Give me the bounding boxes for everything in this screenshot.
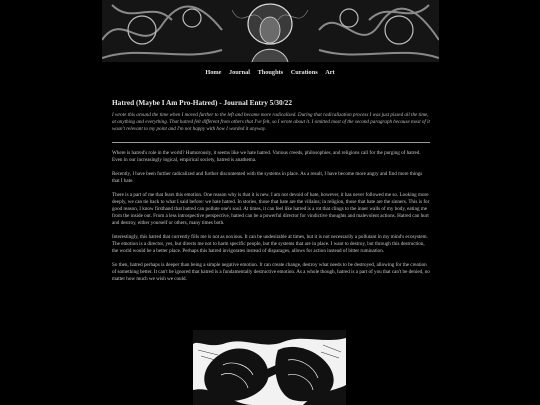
main-nav bbox=[0, 69, 540, 76]
nav-link-thoughts[interactable]: Thoughts bbox=[257, 69, 284, 76]
header-banner-image bbox=[102, 0, 439, 62]
post-paragraph: Where is hatred's role in the world? Humorously, it seems like we hate hatred. Various creeds, philosophies, and religions call for the purging of hatred. Even in our increasingly logical, empirical society, hatred is anathema. bbox=[112, 150, 421, 163]
post-paragraph: So then, hatred perhaps is deeper than being a simple negative emotion. It can create change, destroy what needs to be destroyed, allowing for the creation of something better. It can't be ignored that hatred is a fundamentally destructive emotion. As a whole though, hatred is a part of you that can't be denied, no matter how much we wish we could. bbox=[112, 262, 430, 282]
divider bbox=[112, 142, 430, 143]
nav-link-art[interactable]: Art bbox=[325, 69, 335, 76]
nav-link-curations[interactable]: Curations bbox=[290, 69, 318, 76]
post-paragraph: There is a part of me that fears this emotion. One reason why is that it is new. I am not devoid of hate, however, it has never followed me so. Looking more deeply, we can tie back to what I said before: we hate hatred. In stories, those that hate are the villains; in religion, those that hate are the sinners. This is for good reason, I know firsthand that hatred can pollute one's soul. At times, it can feel like hatred is a rot that clings to the inner walls of my body, eating me from the inside out. From a less introspective perspective, hatred can be a powerful director for vindictive thoughts and malevolent actions. Hatred can hurt and destroy, either yourself or others, many times both. bbox=[112, 192, 430, 226]
nav-link-journal[interactable]: Journal bbox=[228, 69, 250, 76]
engraving-illustration bbox=[193, 330, 346, 405]
journal-entry bbox=[112, 98, 430, 290]
nav-link-home[interactable]: Home bbox=[205, 69, 222, 76]
post-paragraph: Interestingly, this hatred that currently fills me is not as noxious. It can be undesirable at times, but it is not necessarily a pollutant in my mind's ecosystem. The emotion is a director, yes, but directs me not to harm specific people, but the systems that are in place. I want to destroy, but through this destruction, the world would be a better place. Perhaps this hatred invigorates instead of disparages, allows for action instead of bitter rumination. bbox=[112, 234, 428, 254]
post-paragraph: Recently, I have been further radicalized and further discontented with the systems in place. As a result, I have become more angry and find more things that I hate. bbox=[112, 171, 423, 184]
post-intro: I wrote this around the time when I moved further to the left and became more radicalized. During that radicalization process I was just pissed all the time, at anything and everything. That hatred felt different from others that I've felt, so I wrote about it. I omitted most of the second paragraph because most of it wasn't relevant to my point and I'm not happy with how I worded it anyway. bbox=[112, 112, 430, 132]
post-title: Hatred (Maybe I Am Pro-Hatred) - Journal Entry 5/30/22 bbox=[112, 98, 292, 107]
